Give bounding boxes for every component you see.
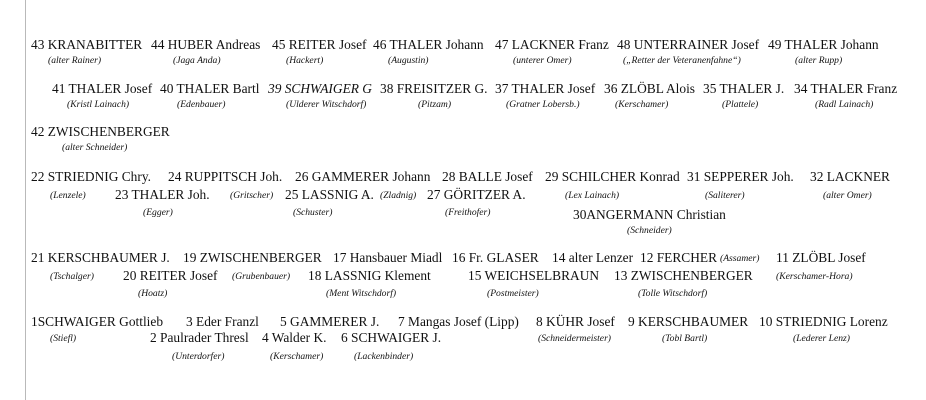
nickname: (Lex Lainach): [565, 190, 620, 201]
nickname: (Grubenbauer): [232, 271, 291, 282]
person-name: 12 FERCHER: [640, 250, 718, 265]
person-name: 5 GAMMERER J.: [280, 314, 380, 329]
nickname: (Kerschamer): [615, 99, 669, 110]
nickname: (Tobl Bartl): [662, 333, 708, 344]
nickname: (Schuster): [293, 207, 333, 218]
nickname: (alter Schneider): [62, 142, 128, 153]
nickname: (Assamer): [720, 253, 760, 264]
nickname: (Ment Witschdorf): [326, 288, 397, 299]
person-name: 36 ZLÖBL Alois: [604, 81, 696, 96]
nickname: (Saliterer): [705, 190, 745, 201]
nickname: (Radl Lainach): [815, 99, 874, 110]
person-name: 46 THALER Johann: [373, 37, 484, 52]
nickname: (Edenbauer): [177, 99, 226, 110]
person-name: 11 ZLÖBL Josef: [776, 250, 866, 265]
person-name: 21 KERSCHBAUMER J.: [31, 250, 170, 265]
person-name: 20 REITER Josef: [123, 268, 218, 283]
nickname: (unterer Omer): [513, 55, 572, 66]
nickname: (Tschalger): [50, 271, 94, 282]
person-name: 44 HUBER Andreas: [151, 37, 261, 52]
person-name: 41 THALER Josef: [52, 81, 153, 96]
person-name: 9 KERSCHBAUMER: [628, 314, 749, 329]
person-name: 1SCHWAIGER Gottlieb: [31, 314, 164, 329]
person-name: 34 THALER Franz: [794, 81, 898, 96]
person-name: 16 Fr. GLASER: [452, 250, 539, 265]
nickname: (Augustin): [388, 55, 429, 66]
person-name: 19 ZWISCHENBERGER: [183, 250, 322, 265]
person-name: 40 THALER Bartl: [160, 81, 260, 96]
nickname: (alter Omer): [823, 190, 872, 201]
nickname: (Kristl Lainach): [67, 99, 130, 110]
left-margin-rule: [25, 0, 26, 400]
person-name: 27 GÖRITZER A.: [427, 187, 526, 202]
nickname: (Hackert): [286, 55, 324, 66]
person-name: 38 FREISITZER G.: [380, 81, 488, 96]
nickname: (Kerschamer): [270, 351, 324, 362]
person-name: 17 Hansbauer Miadl: [333, 250, 443, 265]
person-name: 28 BALLE Josef: [442, 169, 533, 184]
person-name: 26 GAMMERER Johann: [295, 169, 431, 184]
nickname: (Tolle Witschdorf): [638, 288, 708, 299]
nickname: (Kerschamer-Hora): [776, 271, 853, 282]
person-name: 10 STRIEDNIG Lorenz: [759, 314, 888, 329]
nickname: (Lackenbinder): [354, 351, 414, 362]
person-name: 31 SEPPERER Joh.: [687, 169, 794, 184]
nickname: (Plattele): [722, 99, 759, 110]
nickname: (Pitzam): [418, 99, 452, 110]
person-name: 13 ZWISCHENBERGER: [614, 268, 753, 283]
person-name: 6 SCHWAIGER J.: [341, 330, 442, 345]
person-name: 8 KÜHR Josef: [536, 314, 615, 329]
nickname: (Schneidermeister): [538, 333, 611, 344]
nickname: (Postmeister): [487, 288, 539, 299]
person-name: 43 KRANABITTER: [31, 37, 143, 52]
nickname: (Hoatz): [138, 288, 168, 299]
nickname: (Egger): [143, 207, 173, 218]
nickname: (Gritscher): [230, 190, 274, 201]
person-name: 25 LASSNIG A.: [285, 187, 374, 202]
person-name: 18 LASSNIG Klement: [308, 268, 431, 283]
person-name: 49 THALER Johann: [768, 37, 879, 52]
nickname: (Lenzele): [50, 190, 86, 201]
person-name: 37 THALER Josef: [495, 81, 596, 96]
person-name: 42 ZWISCHENBERGER: [31, 124, 170, 139]
person-name: 39 SCHWAIGER G: [268, 81, 372, 96]
person-name: 30ANGERMANN Christian: [573, 207, 726, 222]
nickname: („Retter der Veteranenfahne“): [623, 55, 741, 66]
person-name: 23 THALER Joh.: [115, 187, 210, 202]
person-name: 14 alter Lenzer: [552, 250, 634, 265]
nickname: (Zladnig): [380, 190, 417, 201]
nickname: (Jaga Anda): [173, 55, 221, 66]
nickname: (Lederer Lenz): [793, 333, 850, 344]
nickname: (Stiefl): [50, 333, 77, 344]
nickname: (alter Rainer): [48, 55, 102, 66]
person-name: 4 Walder K.: [262, 330, 327, 345]
nickname: (Unterdorfer): [172, 351, 225, 362]
person-name: 7 Mangas Josef (Lipp): [398, 314, 519, 329]
nickname: (alter Rupp): [795, 55, 843, 66]
nickname: (Schneider): [627, 225, 672, 236]
person-name: 35 THALER J.: [703, 81, 785, 96]
person-name: 22 STRIEDNIG Chry.: [31, 169, 152, 184]
person-name: 48 UNTERRAINER Josef: [617, 37, 760, 52]
person-name: 29 SCHILCHER Konrad: [545, 169, 680, 184]
person-name: 15 WEICHSELBRAUN: [468, 268, 600, 283]
person-name: 2 Paulrader Thresl: [150, 330, 249, 345]
person-name: 45 REITER Josef: [272, 37, 367, 52]
person-name: 24 RUPPITSCH Joh.: [168, 169, 283, 184]
person-name: 32 LACKNER: [810, 169, 890, 184]
nickname: (Freithofer): [445, 207, 491, 218]
nickname: (Gratner Lobersb.): [506, 99, 580, 110]
nickname: (Ulderer Witschdorf): [286, 99, 367, 110]
person-name: 3 Eder Franzl: [186, 314, 259, 329]
person-name: 47 LACKNER Franz: [495, 37, 609, 52]
